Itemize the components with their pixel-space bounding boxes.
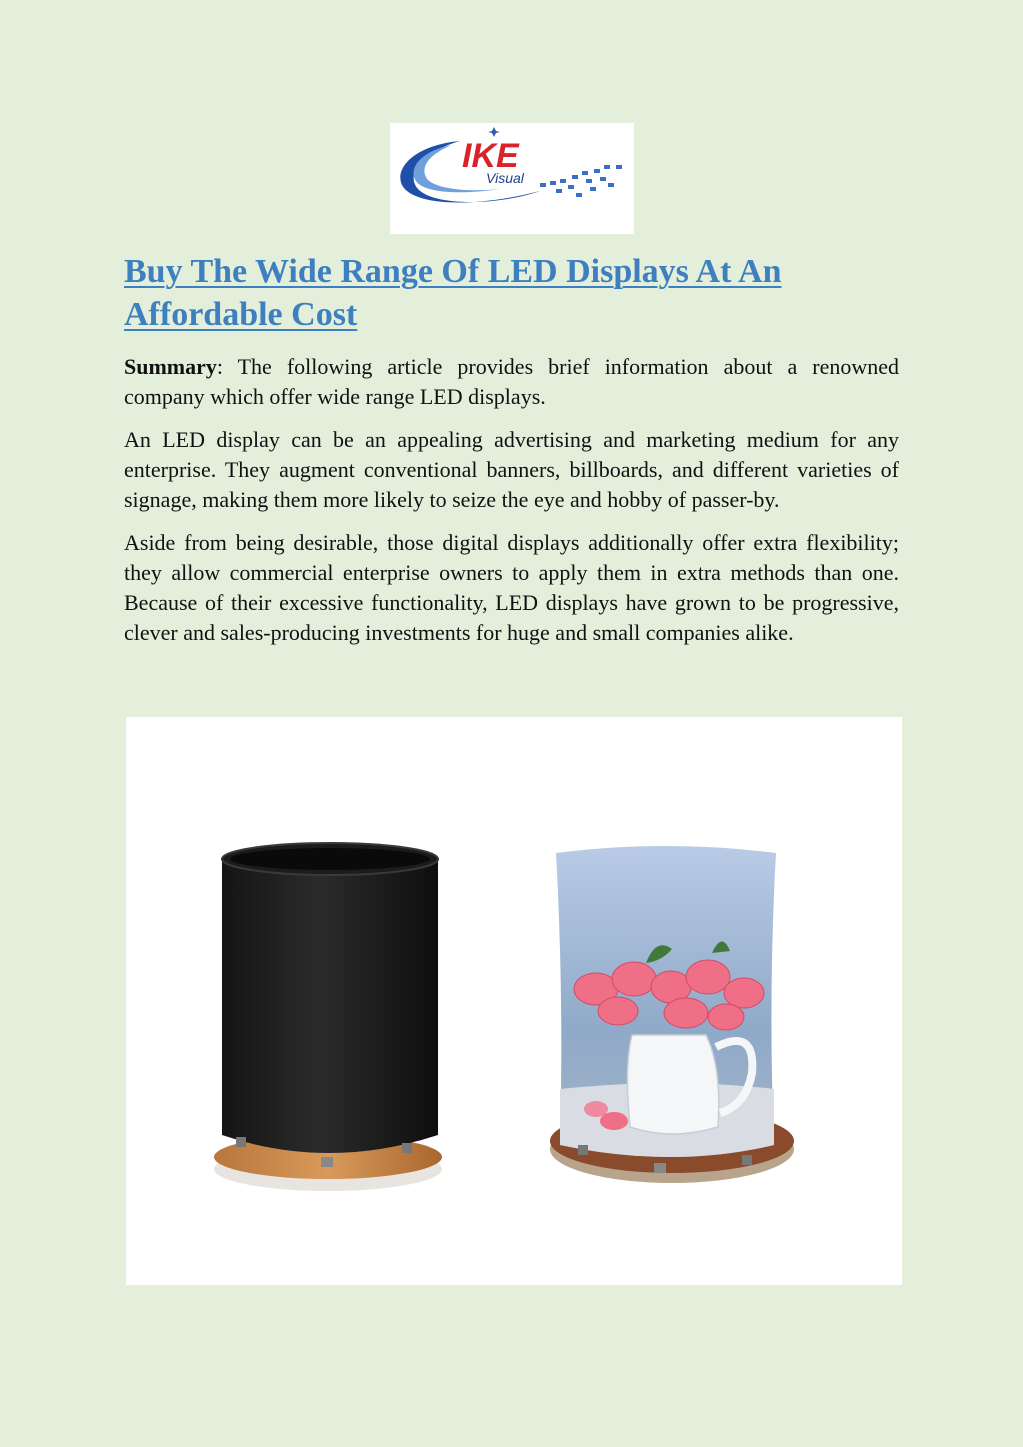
summary-label: Summary	[124, 354, 217, 379]
article-title	[124, 250, 899, 336]
logo-visual-text: Visual	[486, 170, 524, 186]
logo-graphic	[390, 123, 634, 234]
product-photo	[126, 717, 902, 1285]
body-paragraph-1: An LED display can be an appealing advertising and marketing medium for any enterprise. They augment conventional banners, billboards, and different varieties of signage, making them more likely to seize the eye and hobby of passer-by.	[124, 427, 899, 512]
article-title-link[interactable]: Buy The Wide Range Of LED Displays At An Affordable Cost	[124, 253, 782, 333]
logo-ike-text: IKE	[462, 137, 519, 175]
company-logo	[390, 123, 634, 234]
summary-paragraph	[124, 352, 899, 412]
article	[124, 250, 899, 648]
black-cylinder-display	[214, 843, 442, 1191]
summary-text: : The following article provides brief information about a renowned company which offer wide range LED displays.	[124, 354, 899, 409]
body-paragraph-2: Aside from being desirable, those digital displays additionally offer extra flexibility; they allow commercial enterprise owners to apply them in extra methods than one. Because of their excessive functionality, LED displays have grown to be progressive, clever and sales-producing investments for huge and small companies alike.	[124, 530, 899, 645]
cylindrical-led-display-illustration	[126, 717, 902, 1285]
lit-cylinder-display	[550, 846, 794, 1183]
